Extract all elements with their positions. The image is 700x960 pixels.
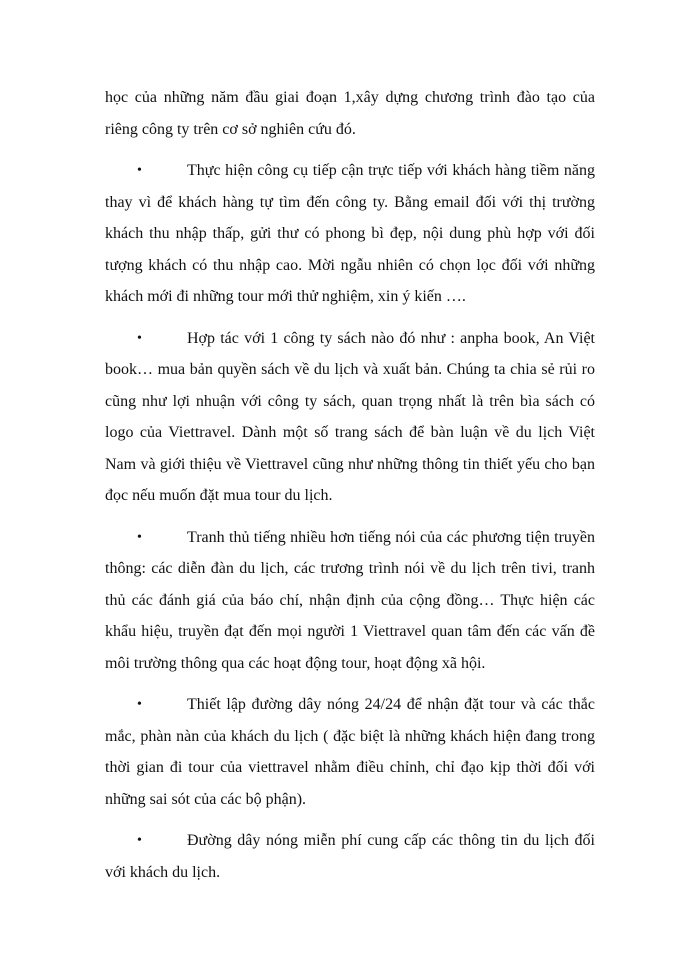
bullet-item xyxy=(105,323,595,512)
bullet-text: Đường dây nóng miễn phí cung cấp các thông tin du lịch đối với khách du lịch. xyxy=(105,832,595,881)
bullet-icon: • xyxy=(137,330,142,346)
bullet-item xyxy=(105,825,595,888)
bullet-text: Tranh thủ tiếng nhiều hơn tiếng nói của các phương tiện truyền thông: các diễn đàn du lịch, các trương trình nói về du lịch trên tivi, tranh thủ các đánh giá của báo chí, nhận định của cộng đồng… Thực hiện các khẩu hiệu, truyền đạt đến mọi người 1 Viettravel quan tâm đến các vấn đề môi trường thông qua các hoạt động tour, hoạt động xã hội. xyxy=(105,528,595,672)
continuation-paragraph: học của những năm đầu giai đoạn 1,xây dựng chương trình đào tạo của riêng công ty trên cơ sở nghiên cứu đó. xyxy=(105,89,595,138)
bullet-icon: • xyxy=(137,833,142,848)
bullet-icon: • xyxy=(137,697,142,712)
bullet-item xyxy=(105,689,595,815)
bullet-text: Hợp tác với 1 công ty sách nào đó như : anpha book, An Việt book… mua bản quyền sách về du lịch và xuất bản. Chúng ta chia sẻ rủi ro cũng như lợi nhuận với công ty sách, quan trọng nhất là trên bìa sách có logo của Viettravel. Dành một số trang sách để bàn luận về du lịch Việt Nam và giới thiệu về Viettravel cũng như những thông tin thiết yếu cho bạn đọc nếu muốn đặt mua tour du lịch. xyxy=(105,329,595,504)
document-page xyxy=(105,82,595,898)
bullet-icon: • xyxy=(137,529,142,545)
bullet-item xyxy=(105,522,595,680)
bullet-item xyxy=(105,155,595,313)
bullet-icon: • xyxy=(137,163,142,178)
bullet-text: Thực hiện công cụ tiếp cận trực tiếp với khách hàng tiềm năng thay vì để khách hàng tự tìm đến công ty. Bằng email đối với thị trường khách thu nhập thấp, gửi thư có phong bì đẹp, nội dung phù hợp với đối tượng khách có thu nhập cao. Mời ngẫu nhiên có chọn lọc đối với những khách mới đi những tour mới thử nghiệm, xin ý kiến …. xyxy=(105,162,595,305)
bullet-text: Thiết lập đường dây nóng 24/24 để nhận đặt tour và các thắc mắc, phàn nàn của khách du lịch ( đặc biệt là những khách hiện đang trong thời gian đi tour của viettravel nhằm điều chỉnh, chỉ đạo kịp thời đối với những sai sót của các bộ phận). xyxy=(105,696,595,808)
